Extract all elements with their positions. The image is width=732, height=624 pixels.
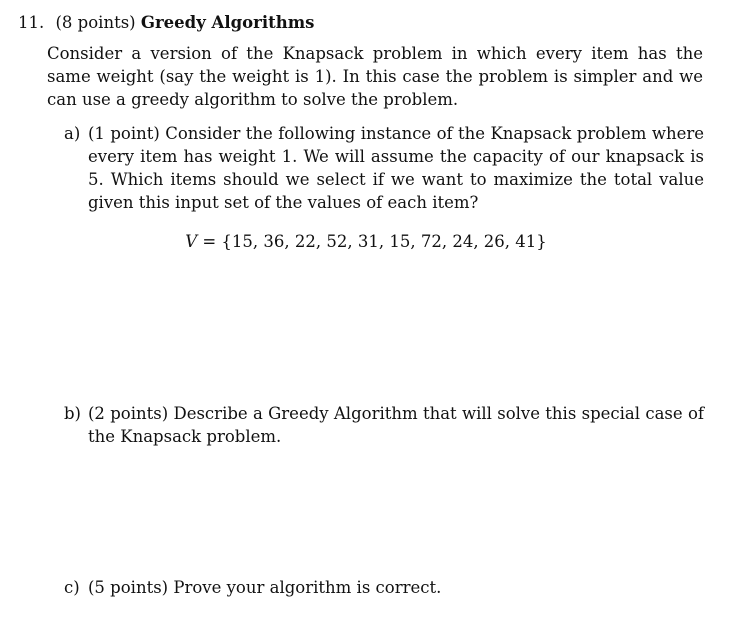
value-set-formula bbox=[0, 230, 732, 254]
part-c-label: c) bbox=[64, 578, 80, 597]
part-b-text: (2 points) Describe a Greedy Algorithm that will solve this special case of the Knapsack problem. bbox=[88, 404, 704, 446]
part-b-label: b) bbox=[64, 404, 81, 423]
question-intro: Consider a version of the Knapsack problem in which every item has the same weight (say the weight is 1). In this case the problem is simpler and we can use a greedy algorithm to solve the problem. bbox=[47, 44, 703, 109]
formula-variable: V bbox=[185, 232, 198, 251]
question-header bbox=[18, 12, 314, 34]
part-c bbox=[64, 576, 704, 599]
question-points: (8 points) bbox=[55, 13, 136, 32]
part-a-label: a) bbox=[64, 124, 81, 143]
part-c-text: (5 points) Prove your algorithm is correct. bbox=[88, 578, 442, 597]
formula-values: = {15, 36, 22, 52, 31, 15, 72, 24, 26, 41} bbox=[197, 232, 547, 251]
part-a-text: (1 point) Consider the following instance of the Knapsack problem where every item has weight 1. We will assume the capacity of our knapsack is 5. Which items should we select if we want to maximize the total value given this input set of the values of each item? bbox=[88, 124, 704, 212]
question-number: 11. bbox=[18, 13, 45, 32]
part-a bbox=[64, 122, 704, 214]
question-title: Greedy Algorithms bbox=[140, 13, 315, 32]
part-b bbox=[64, 402, 704, 448]
